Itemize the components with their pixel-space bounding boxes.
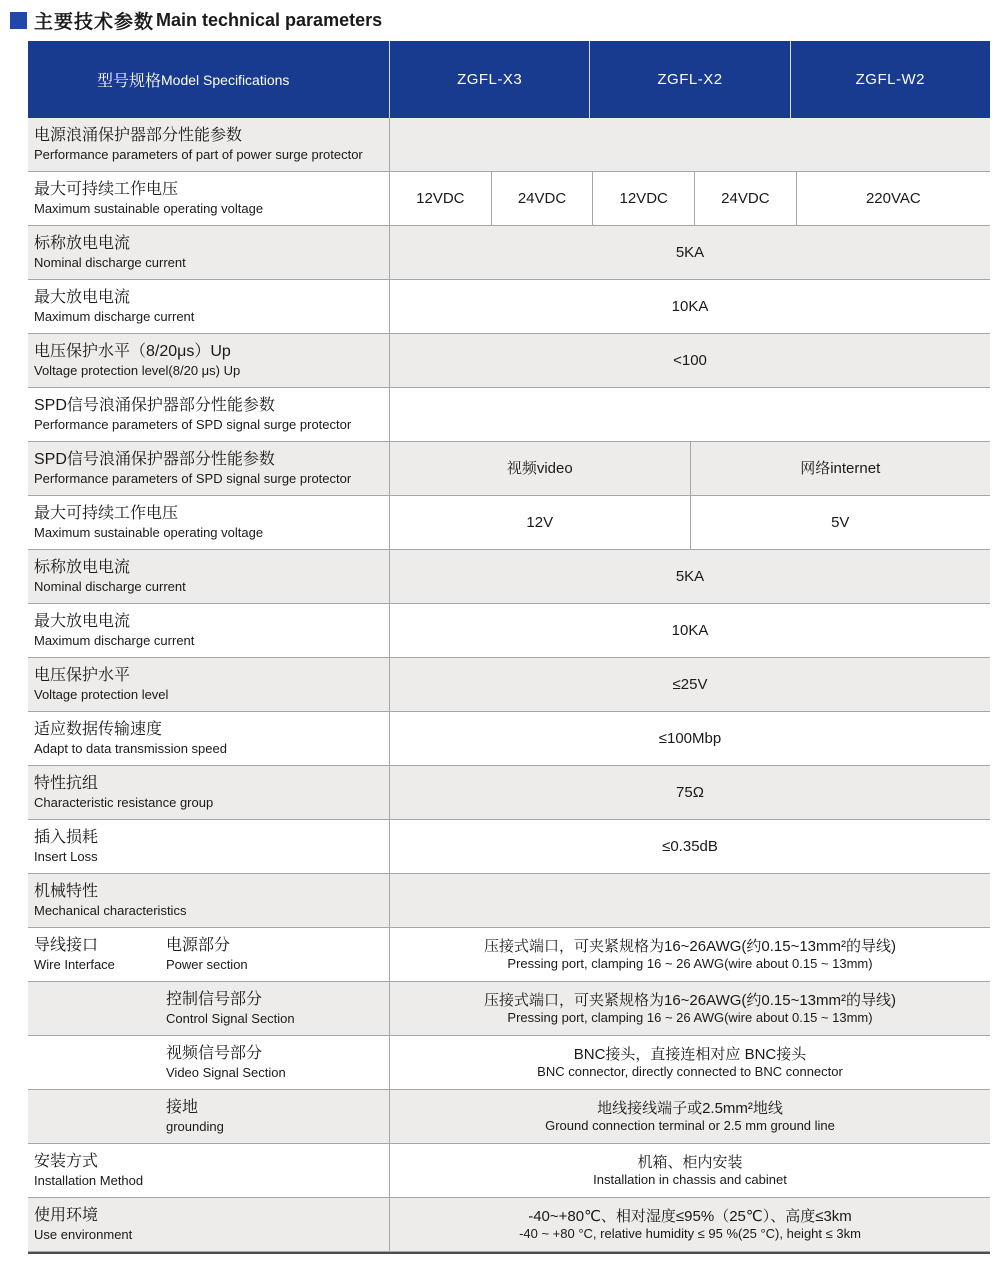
row-sublabel-zh: 视频信号部分 (166, 1045, 263, 1062)
row-label-en: Nominal discharge current (34, 579, 186, 594)
table-row (28, 280, 990, 334)
row-value-cells (390, 280, 990, 333)
value-cell (390, 874, 990, 927)
table-row (28, 604, 990, 658)
value-cell (390, 550, 990, 603)
row-value-cells (390, 658, 990, 711)
value-en: -40 ~ +80 °C, relative humidity ≤ 95 %(25 °C), height ≤ 3km (519, 1226, 861, 1241)
row-sublabel-en: Control Signal Section (166, 1011, 295, 1026)
row-sublabel-en: grounding (166, 1119, 224, 1134)
row-value-cells (390, 172, 990, 225)
value-zh: 24VDC (517, 190, 567, 207)
value-zh: ≤25V (672, 676, 708, 693)
row-sublabel-en: Video Signal Section (166, 1065, 286, 1080)
row-value-cells (390, 388, 990, 441)
row-sublabel (166, 990, 383, 1027)
row-label-cell (28, 388, 390, 441)
value-cell (390, 820, 990, 873)
row-label-cell (28, 1144, 390, 1197)
row-label-main (34, 126, 383, 163)
row-label-cell (28, 442, 390, 495)
row-label-cell (28, 712, 390, 765)
header-label-en: Model Specifications (161, 71, 290, 88)
value-en: BNC connector, directly connected to BNC connector (537, 1064, 843, 1079)
row-label-zh: 安装方式 (34, 1153, 99, 1170)
value-zh: 220VAC (865, 190, 921, 207)
row-value-cells (390, 982, 990, 1035)
row-label-main (34, 774, 383, 811)
row-value-cells (390, 766, 990, 819)
table-row (28, 658, 990, 712)
row-label-main (34, 234, 383, 271)
value-zh: 12VDC (416, 190, 465, 207)
row-value-cells (390, 1198, 990, 1251)
value-cell (390, 982, 990, 1035)
row-label-en: Mechanical characteristics (34, 903, 187, 918)
spec-table-body (28, 118, 990, 1252)
table-row (28, 928, 990, 982)
value-zh: 24VDC (721, 190, 770, 207)
header-model-specifications (28, 41, 390, 118)
row-label-cell (28, 1036, 390, 1089)
table-row (28, 334, 990, 388)
row-label-main (34, 720, 383, 757)
row-label-zh: 使用环境 (34, 1207, 99, 1224)
row-label-en: Installation Method (34, 1173, 144, 1188)
table-row (28, 766, 990, 820)
row-label-main (34, 882, 383, 919)
value-zh: 10KA (671, 622, 709, 639)
row-label-cell (28, 226, 390, 279)
row-label-cell (28, 496, 390, 549)
row-label-zh: 电源浪涌保护器部分性能参数 (34, 127, 243, 144)
row-label-en: Characteristic resistance group (34, 795, 214, 810)
row-label-en: Use environment (34, 1227, 133, 1242)
row-label-cell (28, 1198, 390, 1251)
row-label-en: Adapt to data transmission speed (34, 741, 227, 756)
value-zh: 5KA (675, 568, 705, 585)
row-value-cells (390, 442, 990, 495)
value-cell (390, 226, 990, 279)
page-title (10, 7, 1000, 33)
row-value-cells (390, 1144, 990, 1197)
row-sublabel (166, 1098, 383, 1135)
value-cell (390, 334, 990, 387)
table-row (28, 226, 990, 280)
page-title-zh: 主要技术参数 (34, 11, 155, 33)
row-label-zh: SPD信号浪涌保护器部分性能参数 (34, 451, 275, 468)
row-label-main (34, 180, 383, 217)
row-sublabel (166, 1044, 383, 1081)
value-cell (390, 118, 990, 171)
row-label-cell (28, 874, 390, 927)
value-en: Ground connection terminal or 2.5 mm ground line (545, 1118, 835, 1133)
value-cell (390, 280, 990, 333)
row-label-main (34, 666, 383, 703)
row-label-zh: 最大放电电流 (34, 613, 131, 630)
row-label-en: Insert Loss (34, 849, 98, 864)
row-value-cells (390, 712, 990, 765)
value-zh: 10KA (671, 298, 709, 315)
value-en: Installation in chassis and cabinet (593, 1172, 787, 1187)
table-row (28, 712, 990, 766)
row-label-en: Voltage protection level(8/20 μs) Up (34, 363, 241, 378)
row-label-zh: 最大可持续工作电压 (34, 181, 179, 198)
value-zh: 视频video (506, 460, 573, 477)
row-sublabel (166, 936, 383, 973)
table-row (28, 1036, 990, 1090)
row-label-en: Performance parameters of SPD signal surge protector (34, 417, 352, 432)
value-cell (390, 1090, 990, 1143)
row-value-cells (390, 118, 990, 171)
value-zh: ≤0.35dB (662, 838, 718, 855)
value-cell (390, 712, 990, 765)
row-label-zh: SPD信号浪涌保护器部分性能参数 (34, 397, 275, 414)
value-cell (390, 1144, 990, 1197)
page-title-en: Main technical parameters (156, 9, 383, 30)
header-model-zgfl-x3: ZGFL-X3 (390, 41, 590, 118)
table-row (28, 1144, 990, 1198)
row-label-cell (28, 820, 390, 873)
row-label-en: Voltage protection level (34, 687, 169, 702)
value-zh: 机箱、柜内安装 (637, 1154, 743, 1171)
value-cell (390, 1198, 990, 1251)
row-sublabel-zh: 接地 (166, 1099, 199, 1116)
row-label-zh: 标称放电电流 (34, 559, 131, 576)
value-zh: 12V (526, 514, 554, 531)
value-cell (491, 172, 593, 225)
value-en: Pressing port, clamping 16 ~ 26 AWG(wire about 0.15 ~ 13mm) (507, 956, 873, 971)
value-cell (390, 658, 990, 711)
row-label-main (34, 1152, 383, 1189)
table-row (28, 118, 990, 172)
value-cell (390, 496, 690, 549)
row-label-cell (28, 550, 390, 603)
row-value-cells (390, 1090, 990, 1143)
value-zh: -40~+80℃、相对湿度≤95%（25℃）、高度≤3km (528, 1208, 852, 1225)
row-label-main (34, 288, 383, 325)
row-label-zh: 特性抗组 (34, 775, 99, 792)
value-zh: 5V (831, 514, 850, 531)
row-value-cells (390, 928, 990, 981)
row-label-cell (28, 1090, 390, 1143)
value-cell (592, 172, 694, 225)
row-label-cell (28, 172, 390, 225)
row-label-en: Nominal discharge current (34, 255, 186, 270)
row-label-main (34, 396, 383, 433)
row-label-cell (28, 928, 390, 981)
row-label-main (34, 450, 383, 487)
row-label-cell (28, 658, 390, 711)
table-row (28, 982, 990, 1036)
row-label-en: Maximum sustainable operating voltage (34, 525, 264, 540)
row-sublabel-zh: 控制信号部分 (166, 991, 263, 1008)
value-cell (390, 388, 990, 441)
title-bullet-icon (10, 12, 27, 29)
value-cell (390, 766, 990, 819)
value-cell (390, 442, 690, 495)
value-cell (390, 172, 491, 225)
value-cell (694, 172, 796, 225)
table-row (28, 874, 990, 928)
row-label-cell (28, 766, 390, 819)
row-label-cell (28, 118, 390, 171)
table-row (28, 820, 990, 874)
value-cell (390, 928, 990, 981)
row-label-en: Maximum discharge current (34, 633, 195, 648)
row-value-cells (390, 1036, 990, 1089)
value-zh: 地线接线端子或2.5mm²地线 (597, 1100, 783, 1117)
value-zh: 网络internet (800, 460, 881, 477)
row-label-main (34, 1206, 383, 1243)
value-cell (796, 172, 990, 225)
row-label-zh: 标称放电电流 (34, 235, 131, 252)
table-row (28, 550, 990, 604)
row-label-main (34, 342, 383, 379)
table-header-row (28, 41, 990, 118)
value-zh: <100 (673, 352, 707, 369)
spec-table (28, 41, 990, 1254)
row-value-cells (390, 334, 990, 387)
table-row (28, 442, 990, 496)
row-label-en: Maximum sustainable operating voltage (34, 201, 264, 216)
row-label-cell (28, 280, 390, 333)
value-cell (690, 442, 991, 495)
row-label-en: Performance parameters of SPD signal surge protector (34, 471, 352, 486)
row-label-en: Wire Interface (34, 957, 115, 972)
row-value-cells (390, 604, 990, 657)
value-cell (390, 604, 990, 657)
row-value-cells (390, 820, 990, 873)
row-label-zh: 插入损耗 (34, 829, 99, 846)
header-model-zgfl-w2: ZGFL-W2 (855, 71, 925, 88)
value-zh: 压接式端口，可夹紧规格为16~26AWG(约0.15~13mm²的导线) (483, 938, 897, 955)
row-value-cells (390, 496, 990, 549)
row-label-main (34, 504, 383, 541)
value-cell (690, 496, 991, 549)
row-label-zh: 最大可持续工作电压 (34, 505, 179, 522)
value-cell (390, 1036, 990, 1089)
row-label-zh: 电压保护水平 (34, 667, 131, 684)
header-label-zh: 型号规格 (97, 73, 162, 90)
value-zh: BNC接头，直接连相对应 BNC接头 (573, 1046, 807, 1063)
row-label-main (34, 936, 166, 973)
table-row (28, 172, 990, 226)
row-label-main (34, 612, 383, 649)
row-value-cells (390, 874, 990, 927)
table-row (28, 1090, 990, 1144)
row-label-zh: 导线接口 (34, 937, 99, 954)
value-zh: 5KA (675, 244, 705, 261)
value-zh: 压接式端口，可夹紧规格为16~26AWG(约0.15~13mm²的导线) (483, 992, 897, 1009)
table-row (28, 1198, 990, 1252)
row-label-main (34, 828, 383, 865)
row-label-zh: 电压保护水平（8/20μs）Up (34, 343, 231, 360)
value-zh: 75Ω (676, 784, 704, 801)
row-label-en: Performance parameters of part of power surge protector (34, 147, 363, 162)
row-sublabel-zh: 电源部分 (166, 937, 231, 954)
row-label-zh: 最大放电电流 (34, 289, 131, 306)
row-label-zh: 机械特性 (34, 883, 99, 900)
table-row (28, 388, 990, 442)
row-label-zh: 适应数据传输速度 (34, 721, 163, 738)
value-zh: ≤100Mbp (658, 730, 722, 747)
row-label-cell (28, 334, 390, 387)
value-zh: 12VDC (619, 190, 668, 207)
table-row (28, 496, 990, 550)
row-label-main (34, 558, 383, 595)
row-label-en: Maximum discharge current (34, 309, 195, 324)
value-en: Pressing port, clamping 16 ~ 26 AWG(wire about 0.15 ~ 13mm) (507, 1010, 873, 1025)
row-label-cell (28, 604, 390, 657)
row-value-cells (390, 550, 990, 603)
row-label-cell (28, 982, 390, 1035)
header-model-zgfl-x2: ZGFL-X2 (590, 41, 790, 118)
row-value-cells (390, 226, 990, 279)
row-sublabel-en: Power section (166, 957, 248, 972)
